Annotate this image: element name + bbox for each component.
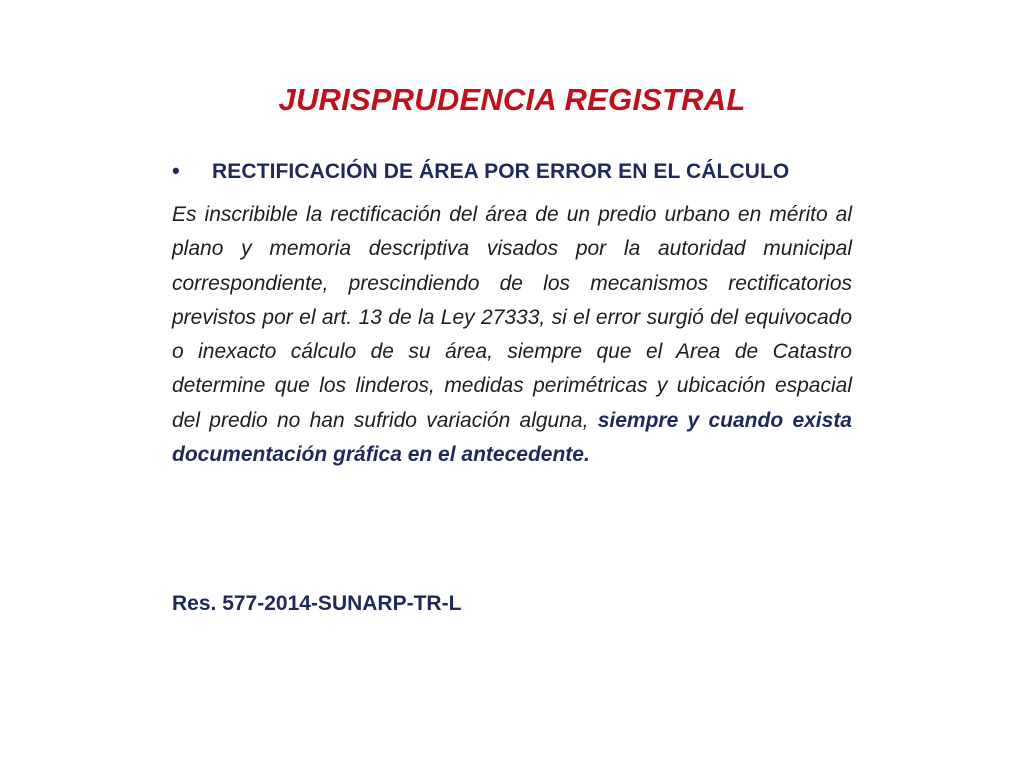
body-emphasized-text: siempre y cuando exista documentación gráfica en el antecedente. <box>172 408 852 467</box>
body-normal-text: Es inscribible la rectificación del área de un predio urbano en mérito al plano y memoria descriptiva visados por la autoridad municipal correspondiente, prescindiendo de los mecanismos rectificatorios previstos por el art. 13 de la Ley 27333, si el error surgió del equivocado o inexacto cálculo de su área, siempre que el Area de Catastro determine que los linderos, medidas perimétricas y ubicación espacial del predio no han sufrido variación alguna, <box>172 203 852 432</box>
bullet-item <box>172 158 862 184</box>
body-paragraph <box>172 198 852 472</box>
bullet-icon: • <box>172 158 180 183</box>
resolution-reference: Res. 577-2014-SUNARP-TR-L <box>172 592 462 615</box>
slide-title: JURISPRUDENCIA REGISTRAL <box>278 82 746 117</box>
bullet-heading: RECTIFICACIÓN DE ÁREA POR ERROR EN EL CÁLCULO <box>212 160 790 183</box>
